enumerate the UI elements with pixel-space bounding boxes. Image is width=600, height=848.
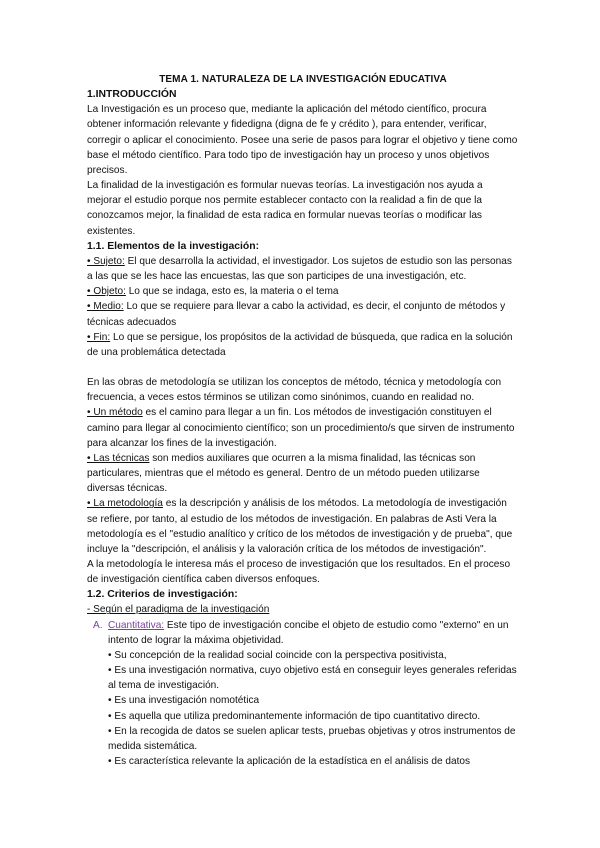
element-text: Lo que se indaga, esto es, la materia o el tema bbox=[125, 286, 339, 298]
technique-text: son medios auxiliares que ocurren a la misma finalidad, las técnicas son particulares, mientras que el método es general. Dentro de un método pueden utilizarse diversas técnicas. bbox=[87, 452, 480, 495]
spacer bbox=[87, 360, 519, 375]
cuantitativa-bullet: • En la recogida de datos se suelen aplicar tests, pruebas objetivas y otros instrumentos de medida sistemática. bbox=[108, 725, 516, 752]
method-text: es el camino para llegar a un fin. Los métodos de investigación constituyen el camino para llegar al conocimiento científico; son un procedimiento/s que sirven de instrumento para alcanzar los fines de la investigación. bbox=[87, 407, 515, 449]
technique-item bbox=[87, 451, 519, 496]
method-item bbox=[87, 405, 519, 450]
document-page bbox=[87, 72, 519, 769]
element-item-fin bbox=[87, 330, 519, 360]
list-marker-a: A. bbox=[93, 619, 103, 631]
element-term: • Medio: bbox=[87, 301, 124, 313]
criteria-item-a bbox=[87, 618, 519, 648]
technique-term: • Las técnicas bbox=[87, 452, 150, 464]
document-title: TEMA 1. NATURALEZA DE LA INVESTIGACIÓN EDUCATIVA bbox=[159, 74, 447, 85]
element-item-objeto bbox=[87, 284, 519, 299]
cuantitativa-bullet: • Es característica relevante la aplicación de la estadística en el análisis de datos bbox=[108, 756, 471, 768]
cuantitativa-bullet: • Es una investigación nomotética bbox=[108, 695, 260, 707]
methods-paragraph-2: A la metodología le interesa más el proceso de investigación que los resultados. En el proceso de investigación científica caben diversos enfoques. bbox=[87, 558, 511, 586]
intro-paragraph-1: La Investigación es un proceso que, mediante la aplicación del método científico, procura obtener información relevante y fidedigna (digna de fe y crédito ), para entender, verificar, corregir o aplicar el conocimiento. Posee una serie de pasos para lograr el objetivo y tiene como base el método científico. Para todo tipo de investigación hay un proceso y unos objetivos precisos. bbox=[87, 104, 518, 176]
element-text: Lo que se requiere para llevar a cabo la actividad, es decir, el conjunto de métodos y técnicas adecuados bbox=[87, 301, 506, 328]
cuantitativa-term: Cuantitativa: bbox=[108, 619, 165, 631]
cuantitativa-bullet: • Es aquella que utiliza predominantemente información de tipo cuantitativo directo. bbox=[108, 710, 481, 722]
elements-heading: 1.1. Elementos de la investigación: bbox=[87, 240, 260, 252]
intro-heading: 1.INTRODUCCIÓN bbox=[87, 89, 177, 101]
criteria-heading: 1.2. Criterios de investigación: bbox=[87, 589, 238, 601]
element-term: • Fin: bbox=[87, 331, 111, 343]
cuantitativa-bullet: • Su concepción de la realidad social coincide con la perspectiva positivista, bbox=[108, 649, 447, 661]
methodology-text: es la descripción y análisis de los métodos. La metodología de investigación se refiere, por tanto, al estudio de los métodos de investigación. En palabras de Asti Vera la metodología es el "estudio analítico y crítico de los métodos de investigación y de prueba", que incluye la "descripción, el análisis y la valoración crítica de los métodos de investigación". bbox=[87, 498, 513, 555]
element-item-medio bbox=[87, 299, 519, 329]
element-term: • Sujeto: bbox=[87, 255, 125, 267]
criteria-subheading: - Según el paradigma de la investigación bbox=[87, 604, 270, 616]
methods-paragraph-1: En las obras de metodología se utilizan los conceptos de método, técnica y metodología con frecuencia, a veces estos términos se utilizan como sinónimos, cuando en realidad no. bbox=[87, 377, 502, 404]
intro-paragraph-2: La finalidad de la investigación es formular nuevas teorías. La investigación nos ayuda a mejorar el estudio porque nos permite establecer contacto con la realidad a fin de que la conozcamos mejor, la finalidad de esta radica en formular nuevas teorías o modificar las existentes. bbox=[87, 180, 483, 237]
methodology-item bbox=[87, 496, 519, 557]
cuantitativa-text: Este tipo de investigación concibe el objeto de estudio como "externo" en un intento de lograr la máxima objetividad. bbox=[108, 619, 509, 646]
element-text: Lo que se persigue, los propósitos de la actividad de búsqueda, que radica en la solución de una problemática detectada bbox=[87, 331, 513, 358]
methodology-term: • La metodología bbox=[87, 498, 163, 510]
cuantitativa-bullet: • Es una investigación normativa, cuyo objetivo está en conseguir leyes generales referidas al tema de investigación. bbox=[108, 665, 517, 692]
element-item-sujeto bbox=[87, 254, 519, 284]
method-term: • Un método bbox=[87, 407, 143, 419]
element-text: El que desarrolla la actividad, el investigador. Los sujetos de estudio son las personas a las que se les hace las encuestas, las que son participes de una investigación, etc. bbox=[87, 255, 512, 283]
element-term: • Objeto: bbox=[87, 286, 126, 298]
